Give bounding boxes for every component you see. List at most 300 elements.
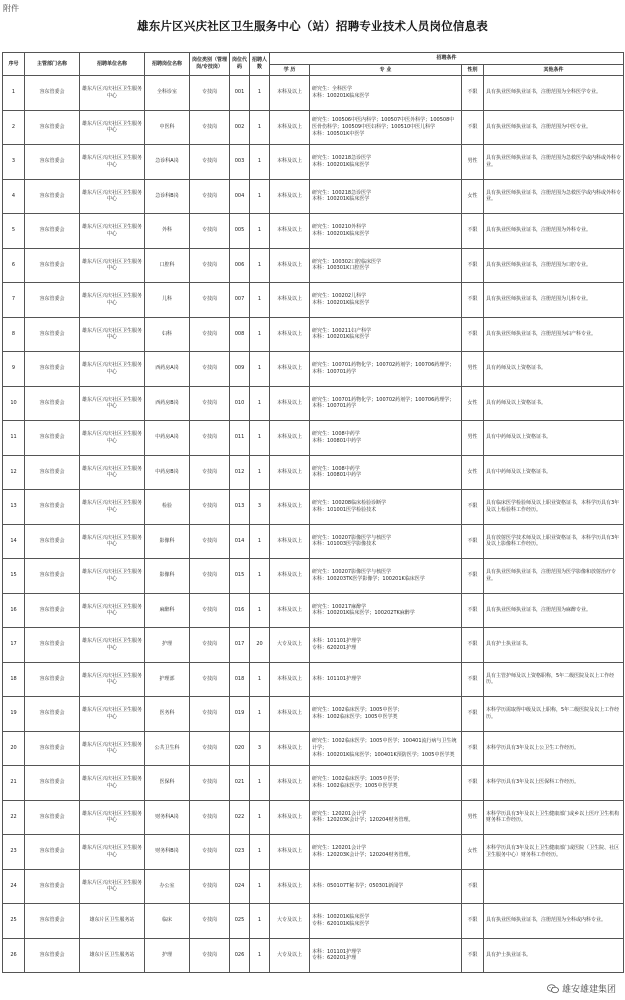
- table-row: [3, 559, 624, 594]
- cell-post: 公共卫生科: [145, 731, 190, 766]
- cell-gender: 女性: [462, 386, 484, 421]
- cell-major: 研究生：1002临床医学；1005中医学；100401流行病与卫生统计学； 本科：100201K临床医学；100401K预防医学；1005中医学类: [310, 731, 462, 766]
- table-row: [3, 938, 624, 973]
- cell-other: 本科学历具有3年及以上卫生健康部门或医院（卫生院、社区卫生服务中心）财务科工作经历。: [484, 835, 624, 870]
- cell-edu: 大专及以上: [270, 628, 310, 663]
- cell-code: 018: [230, 662, 250, 697]
- table-row: [3, 697, 624, 732]
- cell-other: 具有护士执业证书。: [484, 628, 624, 663]
- cell-seq: 8: [3, 317, 25, 352]
- cell-seq: 24: [3, 869, 25, 904]
- cell-category: 专技岗: [190, 800, 230, 835]
- cell-category: 专技岗: [190, 214, 230, 249]
- cell-major: 研究生：120201会计学 本科：120203K会计学；120204财务管理。: [310, 835, 462, 870]
- cell-gender: 不限: [462, 110, 484, 145]
- cell-other: 本科学历具有3年及以上医保科工作经历。: [484, 766, 624, 801]
- cell-post: 护理: [145, 628, 190, 663]
- table-row: [3, 455, 624, 490]
- cell-unit: 雄东片区兴庆社区卫生服务中心: [80, 179, 145, 214]
- cell-gender: 男性: [462, 352, 484, 387]
- cell-post: 影像科: [145, 524, 190, 559]
- cell-count: 1: [250, 662, 270, 697]
- cell-category: 专技岗: [190, 179, 230, 214]
- cell-other: 具有执业医师执业证书，注册范围为儿科专业。: [484, 283, 624, 318]
- cell-unit: 雄东片区兴庆社区卫生服务中心: [80, 76, 145, 111]
- cell-edu: 本科及以上: [270, 490, 310, 525]
- cell-unit: 雄东片区兴庆社区卫生服务中心: [80, 731, 145, 766]
- header-count: 招聘人数: [250, 53, 270, 76]
- annex-label: 附件: [3, 4, 19, 13]
- cell-major: 研究生：100701药物化学；100702药剂学；100706药理学； 本科：100701药学: [310, 352, 462, 387]
- cell-category: 专技岗: [190, 731, 230, 766]
- cell-gender: 不限: [462, 524, 484, 559]
- cell-seq: 12: [3, 455, 25, 490]
- cell-major: 研究生：1008中药学 本科：100801中药学: [310, 455, 462, 490]
- cell-edu: 本科及以上: [270, 800, 310, 835]
- cell-category: 专技岗: [190, 904, 230, 939]
- cell-unit: 雄东片区兴庆社区卫生服务中心: [80, 352, 145, 387]
- cell-count: 1: [250, 800, 270, 835]
- cell-category: 专技岗: [190, 490, 230, 525]
- cell-edu: 本科及以上: [270, 110, 310, 145]
- cell-category: 专技岗: [190, 559, 230, 594]
- cell-major: 研究生：全科医学 本科：100201K临床医学: [310, 76, 462, 111]
- cell-other: 具有放射医学技术师及以上职业资格证书，本科学历具有3年及以上影像科工作经历。: [484, 524, 624, 559]
- cell-gender: 女性: [462, 835, 484, 870]
- table-row: [3, 421, 624, 456]
- cell-edu: 本科及以上: [270, 145, 310, 180]
- cell-unit: 雄东片区兴庆社区卫生服务中心: [80, 697, 145, 732]
- cell-post: 麻醉科: [145, 593, 190, 628]
- cell-seq: 11: [3, 421, 25, 456]
- cell-gender: 男性: [462, 421, 484, 456]
- cell-gender: 不限: [462, 731, 484, 766]
- cell-gender: 不限: [462, 76, 484, 111]
- cell-post: 临床: [145, 904, 190, 939]
- cell-category: 专技岗: [190, 697, 230, 732]
- cell-category: 专技岗: [190, 593, 230, 628]
- cell-edu: 大专及以上: [270, 904, 310, 939]
- cell-unit: 雄东片区兴庆社区卫生服务中心: [80, 248, 145, 283]
- cell-other: 具有主管护师及以上资格职称，5年二级医院及以上工作经历。: [484, 662, 624, 697]
- table-row: [3, 766, 624, 801]
- cell-edu: 本科及以上: [270, 76, 310, 111]
- cell-edu: 本科及以上: [270, 352, 310, 387]
- cell-code: 014: [230, 524, 250, 559]
- cell-seq: 16: [3, 593, 25, 628]
- wechat-icon: [547, 984, 559, 994]
- cell-post: 影像科: [145, 559, 190, 594]
- header-major: 专 业: [310, 65, 462, 76]
- cell-gender: 男性: [462, 145, 484, 180]
- cell-edu: 本科及以上: [270, 421, 310, 456]
- cell-gender: 不限: [462, 628, 484, 663]
- cell-unit: 雄东片区兴庆社区卫生服务中心: [80, 869, 145, 904]
- cell-seq: 26: [3, 938, 25, 973]
- table-row: [3, 869, 624, 904]
- cell-count: 1: [250, 904, 270, 939]
- cell-major: 研究生：1008中药学 本科：100801中药学: [310, 421, 462, 456]
- table-row: [3, 628, 624, 663]
- cell-post: 医务科: [145, 697, 190, 732]
- cell-edu: 本科及以上: [270, 317, 310, 352]
- cell-count: 1: [250, 283, 270, 318]
- cell-dept: 容东管委会: [25, 317, 80, 352]
- cell-edu: 大专及以上: [270, 938, 310, 973]
- watermark: [544, 981, 619, 996]
- cell-post: 护理部: [145, 662, 190, 697]
- cell-post: 财务科B岗: [145, 835, 190, 870]
- cell-count: 1: [250, 593, 270, 628]
- cell-post: 外科: [145, 214, 190, 249]
- cell-dept: 容东管委会: [25, 559, 80, 594]
- cell-count: 1: [250, 179, 270, 214]
- cell-other: 具有执业医师执业证书，注册范围为急救医学或内科或外科专业。: [484, 179, 624, 214]
- cell-category: 专技岗: [190, 76, 230, 111]
- cell-other: 具有执业医师执业证书，注册范围为全科或内科专业。: [484, 904, 624, 939]
- table-row: [3, 662, 624, 697]
- table-row: [3, 214, 624, 249]
- cell-major: 研究生：1002临床医学；1005中医学； 本科：1002临床医学；1005中医学类: [310, 766, 462, 801]
- header-other: 其他条件: [484, 65, 624, 76]
- cell-code: 026: [230, 938, 250, 973]
- cell-gender: 不限: [462, 317, 484, 352]
- cell-unit: 雄东片区兴庆社区卫生服务中心: [80, 766, 145, 801]
- cell-category: 专技岗: [190, 524, 230, 559]
- cell-count: 1: [250, 352, 270, 387]
- cell-major: 研究生：100207影像医学与核医学 本科：100203TK医学影像学；100201K临床医学: [310, 559, 462, 594]
- cell-other: 具有执业医师执业证书，注册范围为全科医学专业。: [484, 76, 624, 111]
- cell-edu: 本科及以上: [270, 697, 310, 732]
- recruitment-table: [2, 52, 624, 973]
- cell-count: 1: [250, 386, 270, 421]
- table-row: [3, 179, 624, 214]
- cell-edu: 本科及以上: [270, 869, 310, 904]
- table-row: [3, 248, 624, 283]
- cell-unit: 雄东片区兴庆社区卫生服务中心: [80, 214, 145, 249]
- cell-gender: 不限: [462, 248, 484, 283]
- cell-other: 具有中药师及以上资格证书。: [484, 421, 624, 456]
- header-seq: 序号: [3, 53, 25, 76]
- cell-dept: 容东管委会: [25, 593, 80, 628]
- cell-post: 口腔科: [145, 248, 190, 283]
- cell-count: 1: [250, 938, 270, 973]
- cell-count: 1: [250, 766, 270, 801]
- cell-post: 检验: [145, 490, 190, 525]
- table-row: [3, 524, 624, 559]
- table-row: [3, 835, 624, 870]
- cell-edu: 本科及以上: [270, 524, 310, 559]
- cell-other: 具有药师及以上资格证书。: [484, 386, 624, 421]
- cell-category: 专技岗: [190, 938, 230, 973]
- cell-post: 中医科: [145, 110, 190, 145]
- cell-count: 1: [250, 421, 270, 456]
- cell-seq: 9: [3, 352, 25, 387]
- cell-other: 具有执业医师执业证书，注册范围为妇产科专业。: [484, 317, 624, 352]
- cell-major: 研究生：100207影像医学与核医学 本科：101003医学影像技术: [310, 524, 462, 559]
- cell-category: 专技岗: [190, 835, 230, 870]
- cell-unit: 雄东片区卫生服务站: [80, 904, 145, 939]
- cell-post: 医保科: [145, 766, 190, 801]
- cell-code: 006: [230, 248, 250, 283]
- cell-seq: 23: [3, 835, 25, 870]
- cell-code: 020: [230, 731, 250, 766]
- cell-category: 专技岗: [190, 628, 230, 663]
- cell-category: 专技岗: [190, 283, 230, 318]
- cell-dept: 容东管委会: [25, 490, 80, 525]
- cell-unit: 雄东片区兴庆社区卫生服务中心: [80, 835, 145, 870]
- cell-post: 办公室: [145, 869, 190, 904]
- cell-category: 专技岗: [190, 455, 230, 490]
- cell-unit: 雄东片区兴庆社区卫生服务中心: [80, 593, 145, 628]
- cell-gender: 男性: [462, 800, 484, 835]
- cell-dept: 容东管委会: [25, 248, 80, 283]
- cell-dept: 容东管委会: [25, 904, 80, 939]
- cell-dept: 容东管委会: [25, 731, 80, 766]
- cell-code: 008: [230, 317, 250, 352]
- cell-major: 研究生：100218急诊医学 本科：100201K临床医学: [310, 179, 462, 214]
- cell-seq: 6: [3, 248, 25, 283]
- cell-count: 1: [250, 455, 270, 490]
- cell-gender: 不限: [462, 938, 484, 973]
- cell-count: 1: [250, 248, 270, 283]
- cell-count: 1: [250, 869, 270, 904]
- cell-other: 具有执业医师执业证书，注册范围为中医专业。: [484, 110, 624, 145]
- header-edu: 学 历: [270, 65, 310, 76]
- cell-major: 本科：050107T秘书学；050301新闻学: [310, 869, 462, 904]
- cell-post: 西药房A岗: [145, 352, 190, 387]
- cell-seq: 21: [3, 766, 25, 801]
- cell-seq: 22: [3, 800, 25, 835]
- cell-category: 专技岗: [190, 766, 230, 801]
- cell-seq: 14: [3, 524, 25, 559]
- cell-dept: 容东管委会: [25, 352, 80, 387]
- table-row: [3, 800, 624, 835]
- table-row: [3, 731, 624, 766]
- cell-seq: 20: [3, 731, 25, 766]
- cell-gender: 不限: [462, 283, 484, 318]
- cell-code: 012: [230, 455, 250, 490]
- cell-dept: 容东管委会: [25, 386, 80, 421]
- cell-post: 财务科A岗: [145, 800, 190, 835]
- cell-major: 研究生：100701药物化学；100702药剂学；100706药理学； 本科：100701药学: [310, 386, 462, 421]
- cell-edu: 本科及以上: [270, 179, 310, 214]
- cell-code: 011: [230, 421, 250, 456]
- cell-code: 015: [230, 559, 250, 594]
- cell-other: 具有执业医师执业证书，注册范围为口腔专业。: [484, 248, 624, 283]
- cell-edu: 本科及以上: [270, 248, 310, 283]
- cell-gender: 不限: [462, 904, 484, 939]
- cell-unit: 雄东片区兴庆社区卫生服务中心: [80, 559, 145, 594]
- cell-code: 022: [230, 800, 250, 835]
- cell-seq: 18: [3, 662, 25, 697]
- cell-code: 021: [230, 766, 250, 801]
- cell-seq: 4: [3, 179, 25, 214]
- cell-post: 中药房B岗: [145, 455, 190, 490]
- cell-unit: 雄东片区兴庆社区卫生服务中心: [80, 800, 145, 835]
- cell-count: 20: [250, 628, 270, 663]
- cell-edu: 本科及以上: [270, 662, 310, 697]
- cell-dept: 容东管委会: [25, 697, 80, 732]
- cell-seq: 7: [3, 283, 25, 318]
- cell-unit: 雄东片区兴庆社区卫生服务中心: [80, 455, 145, 490]
- cell-unit: 雄东片区兴庆社区卫生服务中心: [80, 490, 145, 525]
- cell-code: 019: [230, 697, 250, 732]
- cell-code: 024: [230, 869, 250, 904]
- cell-seq: 1: [3, 76, 25, 111]
- cell-count: 1: [250, 145, 270, 180]
- cell-count: 1: [250, 835, 270, 870]
- cell-other: [484, 869, 624, 904]
- cell-dept: 容东管委会: [25, 524, 80, 559]
- cell-major: 研究生：100302口腔临床医学 本科：100301K口腔医学: [310, 248, 462, 283]
- cell-major: 研究生：120201会计学 本科：120203K会计学；120204财务管理。: [310, 800, 462, 835]
- cell-gender: 不限: [462, 869, 484, 904]
- header-code: 岗位代码: [230, 53, 250, 76]
- cell-code: 005: [230, 214, 250, 249]
- cell-unit: 雄东片区兴庆社区卫生服务中心: [80, 628, 145, 663]
- cell-edu: 本科及以上: [270, 835, 310, 870]
- cell-edu: 本科及以上: [270, 593, 310, 628]
- cell-code: 017: [230, 628, 250, 663]
- cell-other: 本科学历需取得中级及以上职称，5年二级医院及以上工作经历。: [484, 697, 624, 732]
- cell-dept: 容东管委会: [25, 800, 80, 835]
- cell-seq: 15: [3, 559, 25, 594]
- header-category: 岗位类别（管理岗/专技岗）: [190, 53, 230, 76]
- cell-other: 具有药师及以上资格证书。: [484, 352, 624, 387]
- table-row: [3, 145, 624, 180]
- cell-other: 具有临床医学检验师及以上职业资格证书，本科学历具有3年及以上检验科工作经历。: [484, 490, 624, 525]
- table-row: [3, 386, 624, 421]
- cell-unit: 雄东片区兴庆社区卫生服务中心: [80, 283, 145, 318]
- cell-post: 西药房B岗: [145, 386, 190, 421]
- cell-seq: 2: [3, 110, 25, 145]
- table-row: [3, 593, 624, 628]
- cell-post: 中药房A岗: [145, 421, 190, 456]
- cell-seq: 10: [3, 386, 25, 421]
- cell-gender: 不限: [462, 697, 484, 732]
- header-conditions: 招聘条件: [270, 53, 624, 65]
- cell-gender: 不限: [462, 593, 484, 628]
- cell-count: 1: [250, 110, 270, 145]
- table-row: [3, 904, 624, 939]
- cell-edu: 本科及以上: [270, 731, 310, 766]
- cell-post: 儿科: [145, 283, 190, 318]
- cell-post: 全科诊室: [145, 76, 190, 111]
- cell-dept: 容东管委会: [25, 662, 80, 697]
- cell-code: 025: [230, 904, 250, 939]
- cell-unit: 雄东片区兴庆社区卫生服务中心: [80, 386, 145, 421]
- cell-count: 1: [250, 76, 270, 111]
- cell-edu: 本科及以上: [270, 386, 310, 421]
- cell-count: 1: [250, 559, 270, 594]
- cell-code: 023: [230, 835, 250, 870]
- cell-edu: 本科及以上: [270, 214, 310, 249]
- cell-count: 1: [250, 317, 270, 352]
- cell-dept: 容东管委会: [25, 76, 80, 111]
- cell-code: 002: [230, 110, 250, 145]
- cell-other: 具有执业医师执业证书，注册范围为外科专业。: [484, 214, 624, 249]
- cell-category: 专技岗: [190, 248, 230, 283]
- cell-gender: 不限: [462, 490, 484, 525]
- cell-code: 004: [230, 179, 250, 214]
- cell-code: 007: [230, 283, 250, 318]
- cell-category: 专技岗: [190, 421, 230, 456]
- cell-major: 研究生：100506中医内科学；100507中医外科学；100508中医骨伤科学；100509中医妇科学；100510中医儿科学 本科：100501K中医学: [310, 110, 462, 145]
- cell-unit: 雄东片区兴庆社区卫生服务中心: [80, 317, 145, 352]
- cell-other: 具有执业医师执业证书，注册范围为麻醉专业。: [484, 593, 624, 628]
- cell-category: 专技岗: [190, 352, 230, 387]
- cell-count: 1: [250, 214, 270, 249]
- cell-seq: 17: [3, 628, 25, 663]
- cell-dept: 容东管委会: [25, 145, 80, 180]
- cell-post: 妇科: [145, 317, 190, 352]
- cell-category: 专技岗: [190, 386, 230, 421]
- cell-unit: 雄东片区卫生服务站: [80, 938, 145, 973]
- cell-edu: 本科及以上: [270, 766, 310, 801]
- cell-dept: 容东管委会: [25, 628, 80, 663]
- cell-dept: 容东管委会: [25, 214, 80, 249]
- cell-gender: 不限: [462, 214, 484, 249]
- cell-other: 本科学历具有3年及以上公卫生工作经历。: [484, 731, 624, 766]
- header-row: [3, 53, 624, 65]
- table-row: [3, 352, 624, 387]
- cell-other: 本科学历具有3年及以上卫生健康部门或乡以上医疗卫生机构财务科工作经历。: [484, 800, 624, 835]
- cell-category: 专技岗: [190, 145, 230, 180]
- cell-post: 护理: [145, 938, 190, 973]
- cell-unit: 雄东片区兴庆社区卫生服务中心: [80, 421, 145, 456]
- cell-unit: 雄东片区兴庆社区卫生服务中心: [80, 110, 145, 145]
- table-row: [3, 317, 624, 352]
- cell-dept: 容东管委会: [25, 421, 80, 456]
- cell-unit: 雄东片区兴庆社区卫生服务中心: [80, 662, 145, 697]
- cell-gender: 不限: [462, 559, 484, 594]
- cell-dept: 容东管委会: [25, 835, 80, 870]
- cell-major: 研究生：1002临床医学；1005中医学； 本科：1002临床医学；1005中医学类: [310, 697, 462, 732]
- cell-dept: 容东管委会: [25, 110, 80, 145]
- cell-gender: 不限: [462, 766, 484, 801]
- cell-major: 研究生：100217麻醉学 本科：100201K临床医学；100202TK麻醉学: [310, 593, 462, 628]
- header-dept: 主管部门名称: [25, 53, 80, 76]
- cell-major: 研究生：100210外科学 本科：100201K临床医学: [310, 214, 462, 249]
- cell-dept: 容东管委会: [25, 455, 80, 490]
- cell-gender: 女性: [462, 179, 484, 214]
- cell-dept: 容东管委会: [25, 869, 80, 904]
- cell-dept: 容东管委会: [25, 179, 80, 214]
- cell-code: 013: [230, 490, 250, 525]
- cell-major: 研究生：100218急诊医学 本科：100201K临床医学: [310, 145, 462, 180]
- cell-gender: 女性: [462, 455, 484, 490]
- cell-other: 具有护士执业证书。: [484, 938, 624, 973]
- cell-seq: 13: [3, 490, 25, 525]
- cell-unit: 雄东片区兴庆社区卫生服务中心: [80, 145, 145, 180]
- cell-count: 3: [250, 490, 270, 525]
- cell-dept: 容东管委会: [25, 766, 80, 801]
- cell-other: 具有执业医师执业证书，注册范围为医学影像和放射治疗专业。: [484, 559, 624, 594]
- document-title: 雄东片区兴庆社区卫生服务中心（站）招聘专业技术人员岗位信息表: [137, 19, 488, 33]
- table-body: [3, 76, 624, 973]
- cell-count: 3: [250, 731, 270, 766]
- table-row: [3, 110, 624, 145]
- cell-seq: 19: [3, 697, 25, 732]
- cell-other: 具有中药师及以上资格证书。: [484, 455, 624, 490]
- cell-code: 009: [230, 352, 250, 387]
- header-post: 招聘岗位名称: [145, 53, 190, 76]
- cell-category: 专技岗: [190, 110, 230, 145]
- cell-major: 本科：100201K临床医学 专科：620101K临床医学: [310, 904, 462, 939]
- cell-dept: 容东管委会: [25, 283, 80, 318]
- cell-count: 1: [250, 524, 270, 559]
